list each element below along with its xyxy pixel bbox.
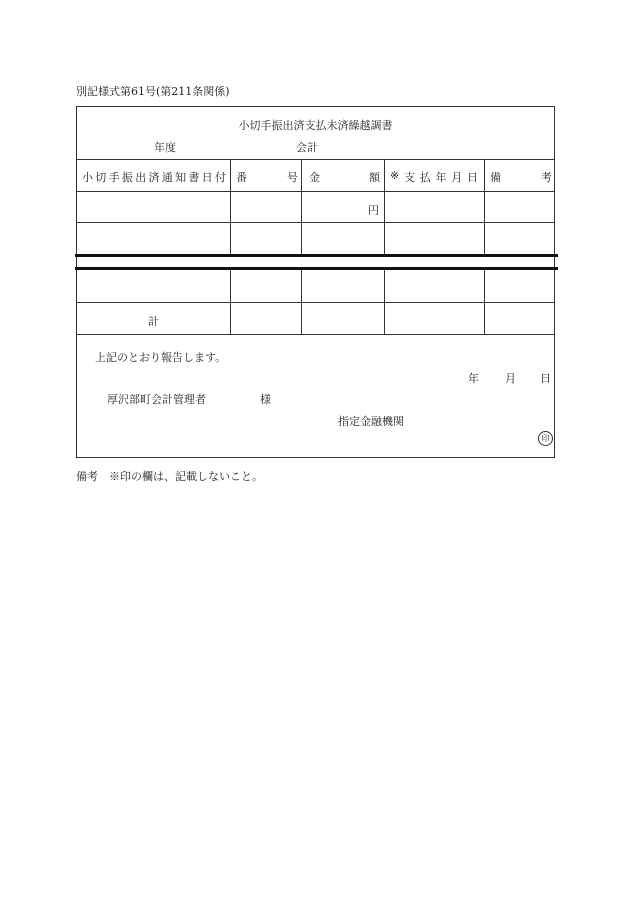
fiscal-year-label: 年度: [154, 141, 176, 154]
row-rule: [77, 302, 554, 303]
header-notice-date: 小 切 手 振 出 済 通 知 書 日 付: [82, 171, 226, 184]
account-label: 会計: [296, 141, 318, 154]
report-form: [76, 106, 555, 458]
column-divider: [230, 270, 231, 334]
column-divider: [230, 159, 231, 254]
column-divider: [484, 270, 485, 334]
header-top-rule: [77, 159, 554, 160]
header-bottom-rule: [77, 191, 554, 192]
honorific: 様: [260, 393, 271, 406]
row-rule: [77, 222, 554, 223]
recipient: 厚沢部町会計管理者: [107, 393, 206, 406]
header-payment-date: ※ 支 払 年 月 日: [390, 169, 478, 184]
header-amount-first: 金: [309, 171, 320, 184]
table-bottom-rule: [77, 334, 554, 335]
seal-mark: 印: [538, 431, 553, 446]
continuation-mark-top: [75, 254, 558, 257]
date-month-label: 月: [505, 372, 516, 385]
column-divider: [301, 270, 302, 334]
header-amount-second: 額: [369, 171, 380, 184]
remark-note: 備考 ※印の欄は、記載しないこと。: [76, 470, 263, 483]
date-year-label: 年: [468, 372, 479, 385]
total-label: 計: [148, 315, 159, 328]
column-divider: [384, 159, 385, 254]
date-day-label: 日: [540, 372, 551, 385]
currency-unit: 円: [368, 204, 379, 217]
column-divider: [384, 270, 385, 334]
column-divider: [484, 159, 485, 254]
column-divider: [301, 159, 302, 254]
header-number-second: 号: [287, 171, 298, 184]
header-remarks-first: 備: [490, 171, 501, 184]
header-number-first: 番: [236, 171, 247, 184]
designated-institution: 指定金融機関: [338, 415, 404, 428]
form-title: 小切手振出済支払未済繰越調書: [238, 119, 393, 132]
report-statement: 上記のとおり報告します。: [95, 351, 227, 364]
form-reference: 別記様式第61号(第211条関係): [76, 85, 230, 98]
header-remarks-second: 考: [541, 171, 552, 184]
continuation-mark-bottom: [75, 267, 558, 270]
